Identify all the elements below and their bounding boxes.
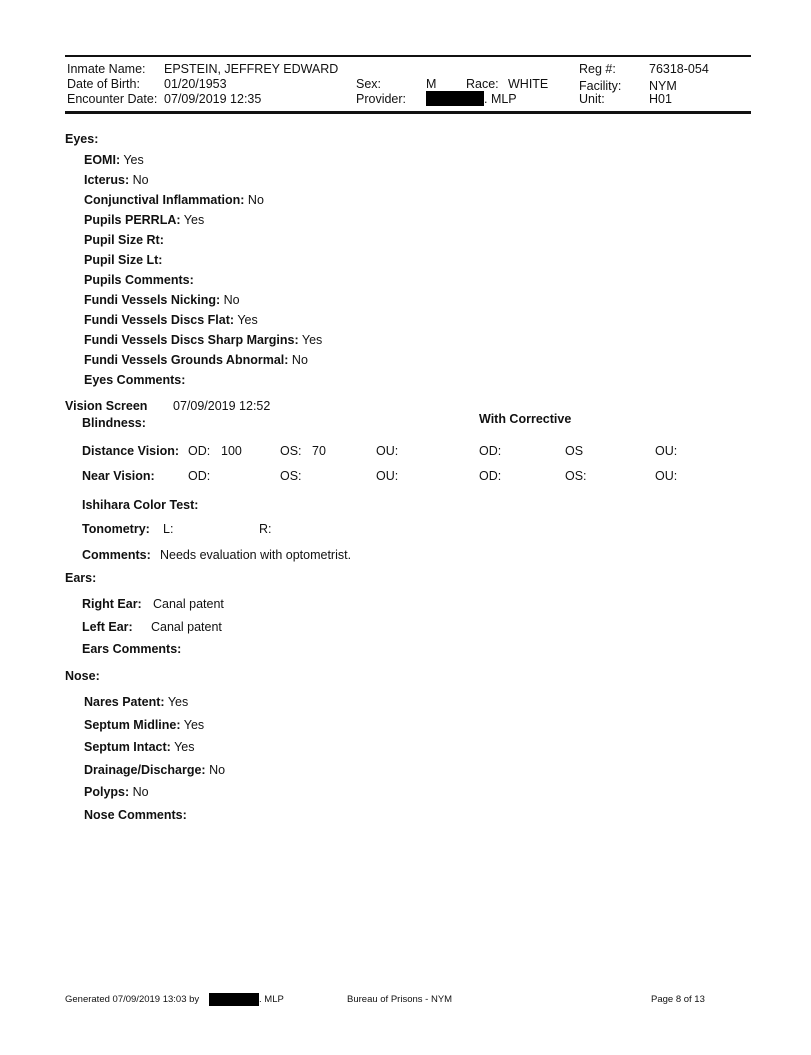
reg-label: Reg #: bbox=[579, 62, 616, 76]
dob-value: 01/20/1953 bbox=[164, 77, 227, 91]
nose-item bbox=[84, 718, 204, 732]
eyes-item-label: Fundi Vessels Grounds Abnormal: bbox=[84, 353, 289, 367]
distance-ou-label: OU: bbox=[376, 444, 399, 458]
nose-item bbox=[84, 785, 149, 799]
nose-item-label: Septum Intact: bbox=[84, 740, 171, 754]
header-top-rule bbox=[65, 55, 751, 57]
vision-screen-datetime: 07/09/2019 12:52 bbox=[173, 399, 271, 413]
vision-comments-label: Comments: bbox=[82, 548, 151, 562]
blindness-label: Blindness: bbox=[82, 416, 146, 430]
tonometry-r-label: R: bbox=[259, 522, 272, 536]
eyes-item-value: No bbox=[223, 293, 240, 307]
nose-item-value: No bbox=[209, 762, 226, 777]
encounter-value: 07/09/2019 12:35 bbox=[164, 92, 262, 106]
footer-generated: Generated 07/09/2019 13:03 by bbox=[65, 994, 200, 1005]
eyes-item-value: Yes bbox=[237, 313, 258, 327]
nose-section-title: Nose: bbox=[65, 669, 100, 683]
race-label: Race: bbox=[466, 77, 499, 91]
with-corrective-label: With Corrective bbox=[479, 412, 572, 426]
near-os-label: OS: bbox=[280, 469, 302, 483]
eyes-item bbox=[84, 193, 264, 207]
footer-redaction bbox=[209, 993, 259, 1006]
eyes-item bbox=[84, 213, 204, 227]
eyes-item bbox=[84, 233, 164, 247]
eyes-item-label: Pupils Comments: bbox=[84, 273, 194, 287]
eyes-item-label: Conjunctival Inflammation: bbox=[84, 193, 245, 207]
eyes-item bbox=[84, 373, 185, 387]
near-vision-label: Near Vision: bbox=[82, 469, 155, 483]
distance-corrective-os-label: OS bbox=[565, 444, 584, 458]
unit-value: H01 bbox=[649, 92, 672, 106]
inmate-name-label: Inmate Name: bbox=[67, 62, 146, 76]
eyes-item bbox=[84, 273, 194, 287]
eyes-item-label: Pupil Size Lt: bbox=[84, 253, 163, 267]
provider-label: Provider: bbox=[356, 92, 407, 106]
near-od-label: OD: bbox=[188, 469, 211, 483]
eyes-item-label: Fundi Vessels Discs Sharp Margins: bbox=[84, 333, 299, 347]
vision-screen-title: Vision Screen bbox=[65, 399, 148, 413]
nose-item bbox=[84, 808, 187, 822]
eyes-item bbox=[84, 153, 144, 167]
eyes-item-label: EOMI: bbox=[84, 153, 121, 167]
eyes-item-label: Pupils PERRLA: bbox=[84, 213, 181, 227]
eyes-section-title: Eyes: bbox=[65, 132, 99, 146]
eyes-item-label: Fundi Vessels Nicking: bbox=[84, 293, 221, 307]
sex-label: Sex: bbox=[356, 77, 382, 91]
eyes-item-value: No bbox=[132, 173, 149, 187]
vision-comments-value: Needs evaluation with optometrist. bbox=[160, 548, 352, 562]
left-ear-value: Canal patent bbox=[151, 620, 222, 634]
nose-item-label: Drainage/Discharge: bbox=[84, 762, 206, 777]
near-corrective-ou-label: OU: bbox=[655, 469, 678, 483]
ishihara-label: Ishihara Color Test: bbox=[82, 498, 199, 512]
eyes-item bbox=[84, 333, 322, 347]
nose-item bbox=[84, 740, 194, 754]
eyes-item-value: No bbox=[247, 193, 264, 207]
unit-label: Unit: bbox=[579, 92, 605, 106]
right-ear-value: Canal patent bbox=[153, 597, 224, 611]
inmate-name: EPSTEIN, JEFFREY EDWARD bbox=[164, 62, 339, 76]
provider-redaction bbox=[426, 91, 484, 106]
nose-item-value: Yes bbox=[174, 740, 195, 754]
nose-item-value: Yes bbox=[167, 695, 189, 709]
sex-value: M bbox=[426, 77, 437, 91]
eyes-item-label: Icterus: bbox=[84, 173, 130, 187]
footer-page: Page 8 of 13 bbox=[651, 994, 705, 1005]
eyes-item-label: Eyes Comments: bbox=[84, 373, 186, 387]
ears-comments-label: Ears Comments: bbox=[82, 642, 182, 656]
eyes-item-label: Pupil Size Rt: bbox=[84, 233, 164, 247]
eyes-item-value: Yes bbox=[183, 213, 205, 227]
eyes-item-label: Fundi Vessels Discs Flat: bbox=[84, 313, 235, 327]
distance-od-label: OD: bbox=[188, 444, 211, 458]
provider-suffix: . MLP bbox=[484, 92, 517, 106]
distance-os-value: 70 bbox=[312, 444, 326, 458]
reg-number: 76318-054 bbox=[649, 62, 709, 76]
ears-section-title: Ears: bbox=[65, 571, 97, 585]
nose-item-label: Polyps: bbox=[84, 785, 130, 799]
nose-item-label: Nares Patent: bbox=[84, 695, 165, 709]
facility-value: NYM bbox=[649, 79, 677, 93]
eyes-item bbox=[84, 313, 258, 327]
eyes-item-value: Yes bbox=[301, 333, 323, 347]
near-corrective-od-label: OD: bbox=[479, 469, 502, 483]
nose-item-label: Nose Comments: bbox=[84, 807, 187, 822]
distance-od-value: 100 bbox=[221, 444, 242, 458]
nose-item bbox=[84, 763, 225, 777]
header-bottom-rule bbox=[65, 111, 751, 114]
near-ou-label: OU: bbox=[376, 469, 399, 483]
dob-label: Date of Birth: bbox=[67, 77, 140, 91]
encounter-label: Encounter Date: bbox=[67, 92, 158, 106]
nose-item-label: Septum Midline: bbox=[84, 717, 181, 732]
footer-org: Bureau of Prisons - NYM bbox=[347, 994, 453, 1005]
distance-vision-label: Distance Vision: bbox=[82, 444, 180, 458]
tonometry-label: Tonometry: bbox=[82, 522, 150, 536]
footer-generated-suffix: . MLP bbox=[259, 994, 284, 1005]
left-ear-label: Left Ear: bbox=[82, 620, 133, 634]
race-value: WHITE bbox=[508, 77, 549, 91]
nose-item-value: No bbox=[132, 785, 149, 799]
tonometry-l-label: L: bbox=[163, 522, 174, 536]
eyes-item bbox=[84, 353, 308, 367]
nose-item bbox=[84, 695, 188, 709]
nose-item-value: Yes bbox=[183, 717, 205, 732]
distance-os-label: OS: bbox=[280, 444, 302, 458]
eyes-item-value: No bbox=[291, 353, 308, 367]
eyes-item bbox=[84, 253, 162, 267]
distance-corrective-od-label: OD: bbox=[479, 444, 502, 458]
right-ear-label: Right Ear: bbox=[82, 597, 142, 611]
eyes-item bbox=[84, 293, 240, 307]
facility-label: Facility: bbox=[579, 79, 622, 93]
eyes-item-value: Yes bbox=[123, 153, 144, 167]
eyes-item bbox=[84, 173, 149, 187]
near-corrective-os-label: OS: bbox=[565, 469, 587, 483]
distance-corrective-ou-label: OU: bbox=[655, 444, 678, 458]
